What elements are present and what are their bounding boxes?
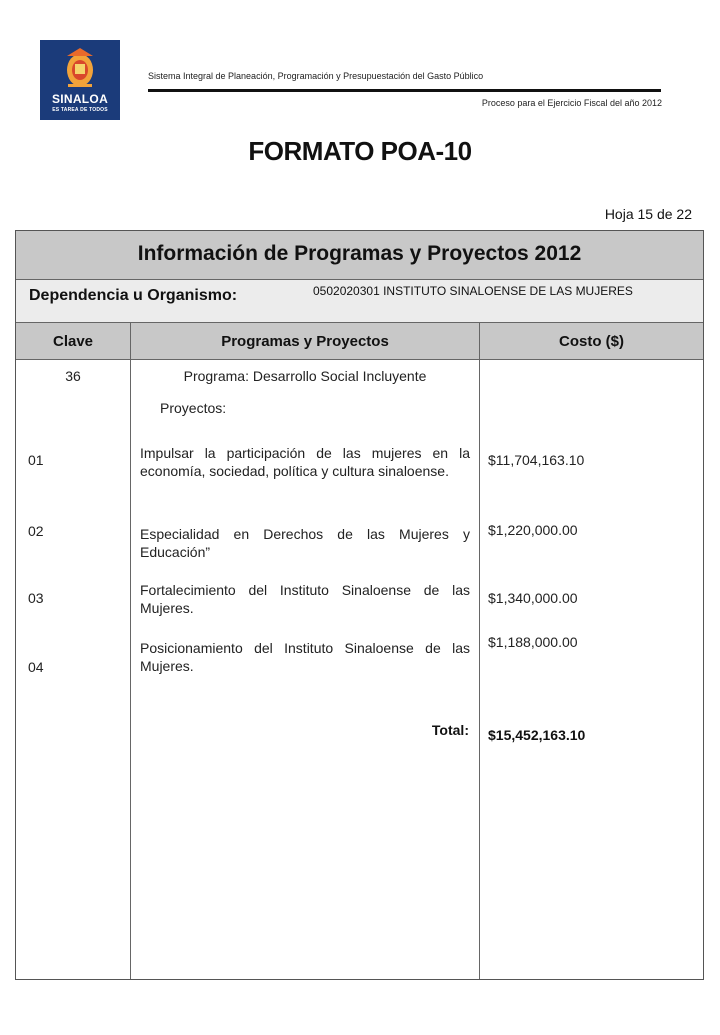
header-divider: [148, 89, 661, 92]
dependency-label: Dependencia u Organismo:: [29, 287, 238, 304]
column-divider: [130, 323, 131, 979]
project-key: 04: [28, 659, 44, 675]
column-header-costo: Costo ($): [559, 333, 624, 350]
project-cost: $1,188,000.00: [488, 634, 578, 650]
page-indicator: Hoja 15 de 22: [604, 206, 692, 222]
logo-tagline: ES TAREA DE TODOS: [52, 107, 108, 113]
column-divider: [479, 323, 480, 979]
process-title: Proceso para el Ejercicio Fiscal del año 2012: [481, 98, 662, 108]
dependency-value: 0502020301 INSTITUTO SINALOENSE DE LAS MUJERES: [313, 284, 633, 298]
program-name: Programa: Desarrollo Social Incluyente: [183, 368, 427, 384]
project-key: 02: [28, 523, 44, 539]
column-header-programas: Programas y Proyectos: [221, 333, 389, 350]
table-heading: Información de Programas y Proyectos 2012: [137, 242, 582, 265]
projects-label: Proyectos:: [160, 400, 227, 416]
project-cost: $1,340,000.00: [488, 590, 578, 606]
project-description: Impulsar la participación de las mujeres en la economía, sociedad, política y cultura sinaloense.: [140, 445, 470, 479]
program-key: 36: [65, 368, 81, 384]
total-label: Total:: [431, 722, 469, 738]
project-cost: $1,220,000.00: [488, 522, 578, 538]
total-value: $15,452,163.10: [488, 727, 586, 743]
project-key: 01: [28, 452, 44, 468]
project-key: 03: [28, 590, 44, 606]
system-title: Sistema Integral de Planeación, Programación y Presupuestación del Gasto Público: [148, 71, 484, 81]
document-title: FORMATO POA-10: [248, 136, 472, 166]
project-description: Posicionamiento del Instituto Sinaloense de las Mujeres.: [140, 640, 470, 674]
project-description: Especialidad en Derechos de las Mujeres y Educación”: [140, 526, 470, 560]
sinaloa-logo: [40, 40, 120, 120]
project-cost: $11,704,163.10: [488, 452, 585, 468]
column-header-clave: Clave: [52, 333, 94, 350]
logo-name: SINALOA: [51, 92, 109, 106]
project-description: Fortalecimiento del Instituto Sinaloense de las Mujeres.: [140, 582, 470, 616]
